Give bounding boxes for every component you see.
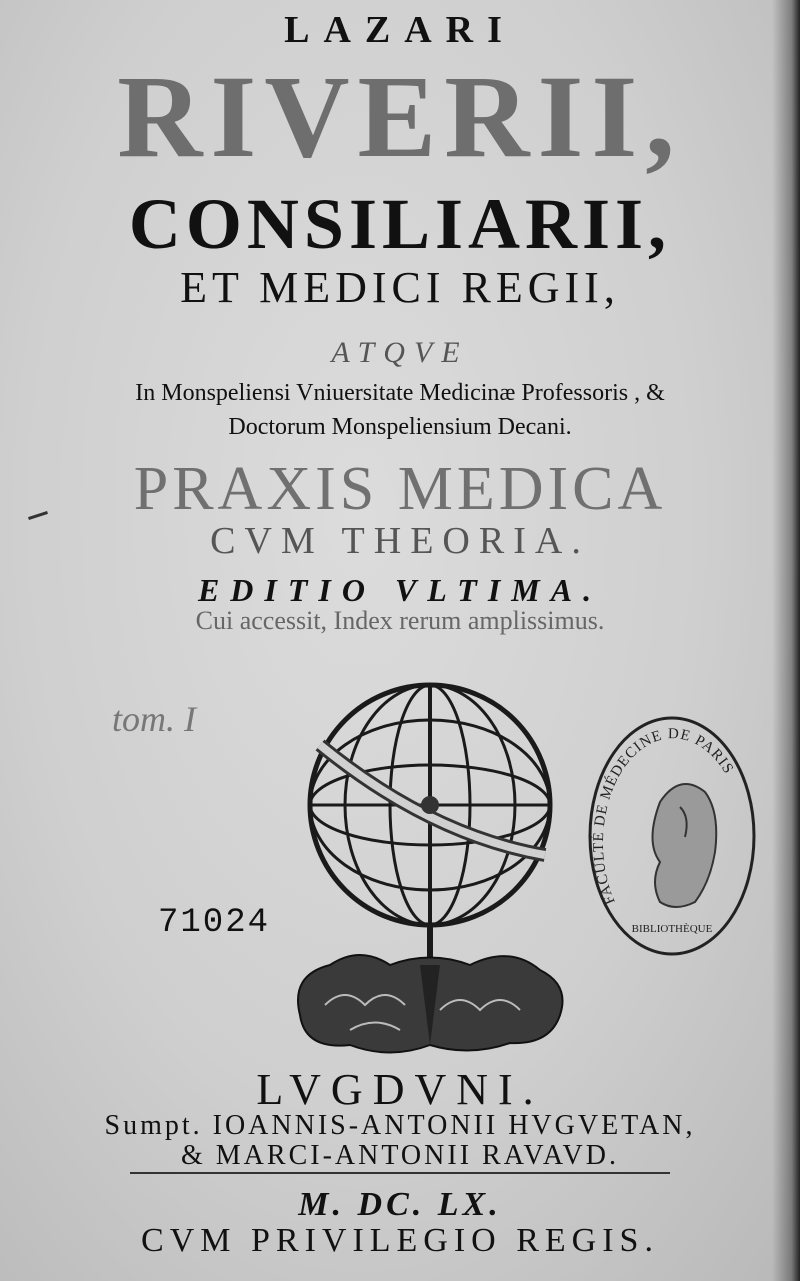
imprint-year: M. DC. LX.	[298, 1186, 502, 1223]
stamp-circular-text: FACULTÉ DE MÉDECINE DE PARIS	[590, 726, 737, 907]
index-note: Cui accessit, Index rerum amplissimus.	[195, 606, 605, 635]
armillary-sphere-device	[280, 665, 580, 1065]
affiliation-line-1: In Monspeliensi Vniuersitate Medicinæ Professoris , &	[135, 380, 665, 406]
imprint-place: LVGDVNI.	[256, 1065, 544, 1114]
atque-line: ATQVE	[331, 336, 469, 369]
author-surname: RIVERII,	[117, 51, 683, 182]
printer-line-1: Sumpt. IOANNIS-ANTONII HVGVETAN,	[104, 1110, 696, 1141]
horizontal-rule	[130, 1172, 670, 1174]
title-line-consiliarii: CONSILIARII,	[128, 184, 672, 264]
edition-line: EDITIO VLTIMA.	[197, 572, 603, 608]
shelf-number: 71024	[158, 904, 271, 942]
affiliation-line-2: Doctorum Monspeliensium Decani.	[228, 414, 572, 440]
privilege-line: CVM PRIVILEGIO REGIS.	[141, 1222, 659, 1259]
title-line-medici-regii: ET MEDICI REGII,	[180, 263, 620, 312]
author-first-name: LAZARI	[284, 9, 516, 51]
printer-line-2: & MARCI-ANTONII RAVAVD.	[181, 1140, 619, 1171]
stamp-bottom-text: BIBLIOTHÈQUE	[631, 923, 713, 935]
library-stamp	[585, 712, 760, 960]
work-title: PRAXIS MEDICA	[133, 455, 667, 523]
work-subtitle: CVM THEORIA.	[210, 520, 590, 562]
handwritten-volume-note: tom. I	[112, 699, 196, 739]
